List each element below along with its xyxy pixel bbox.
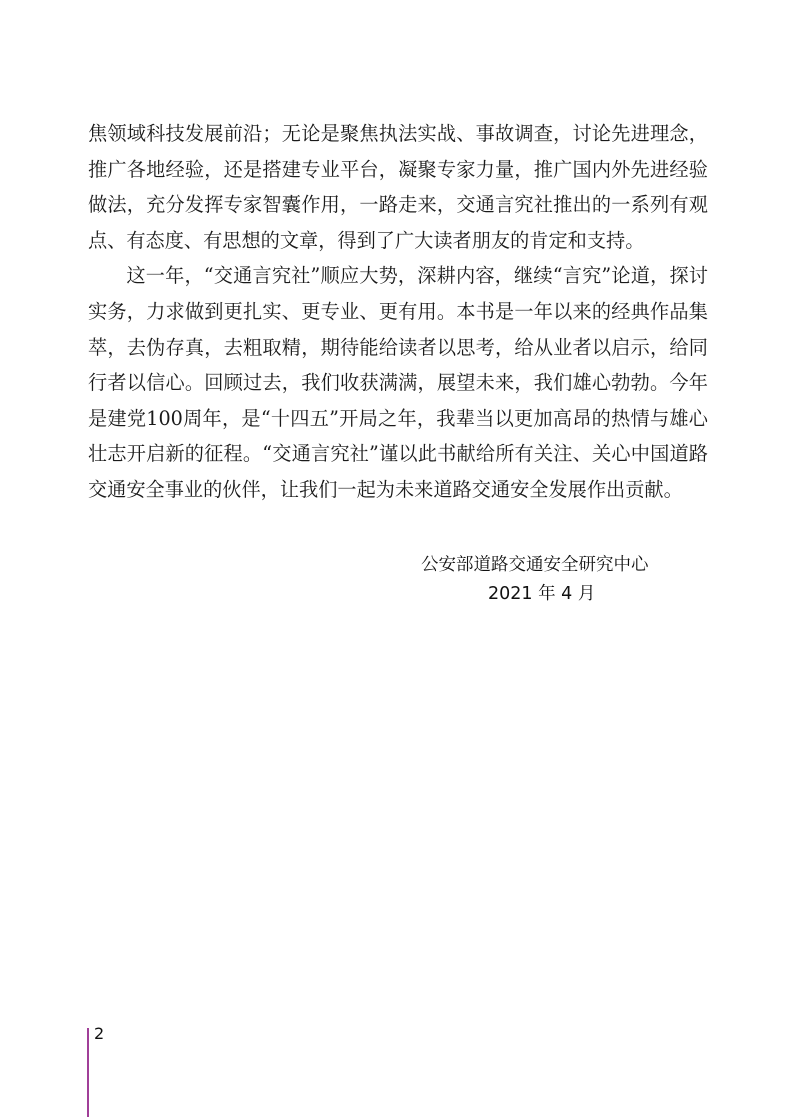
body-text xyxy=(88,116,708,508)
paragraph-1: 焦领域科技发展前沿；无论是聚焦执法实战、事故调查，讨论先进理念，推广各地经验，还是搭建专业平台，凝聚专家力量，推广国内外先进经验做法，充分发挥专家智囊作用，一路走来，交通言究社推出的一系列有观点、有态度、有思想的文章，得到了广大读者朋友的肯定和支持。 xyxy=(88,122,708,252)
page-number: 2 xyxy=(94,1024,105,1043)
page-margin-rule xyxy=(87,1028,89,1117)
paragraph-2: 这一年，“交通言究社”顺应大势，深耕内容，继续“言究”论道，探讨实务，力求做到更扎实、更专业、更有用。本书是一年以来的经典作品集萃，去伪存真，去粗取精，期待能给读者以思考，给从业者以启示，给同行者以信心。回顾过去，我们收获满满，展望未来，我们雄心勃勃。今年是建党100周年，是“十四五”开局之年，我辈当以更加高昂的热情与雄心壮志开启新的征程。“交通言究社”谨以此书献给所有关注、关心中国道路交通安全事业的伙伴，让我们一起为未来道路交通安全发展作出贡献。 xyxy=(88,264,708,501)
signature-date: 2021 年 4 月 xyxy=(488,584,596,604)
signature-organization: 公安部道路交通安全研究中心 xyxy=(421,555,649,575)
